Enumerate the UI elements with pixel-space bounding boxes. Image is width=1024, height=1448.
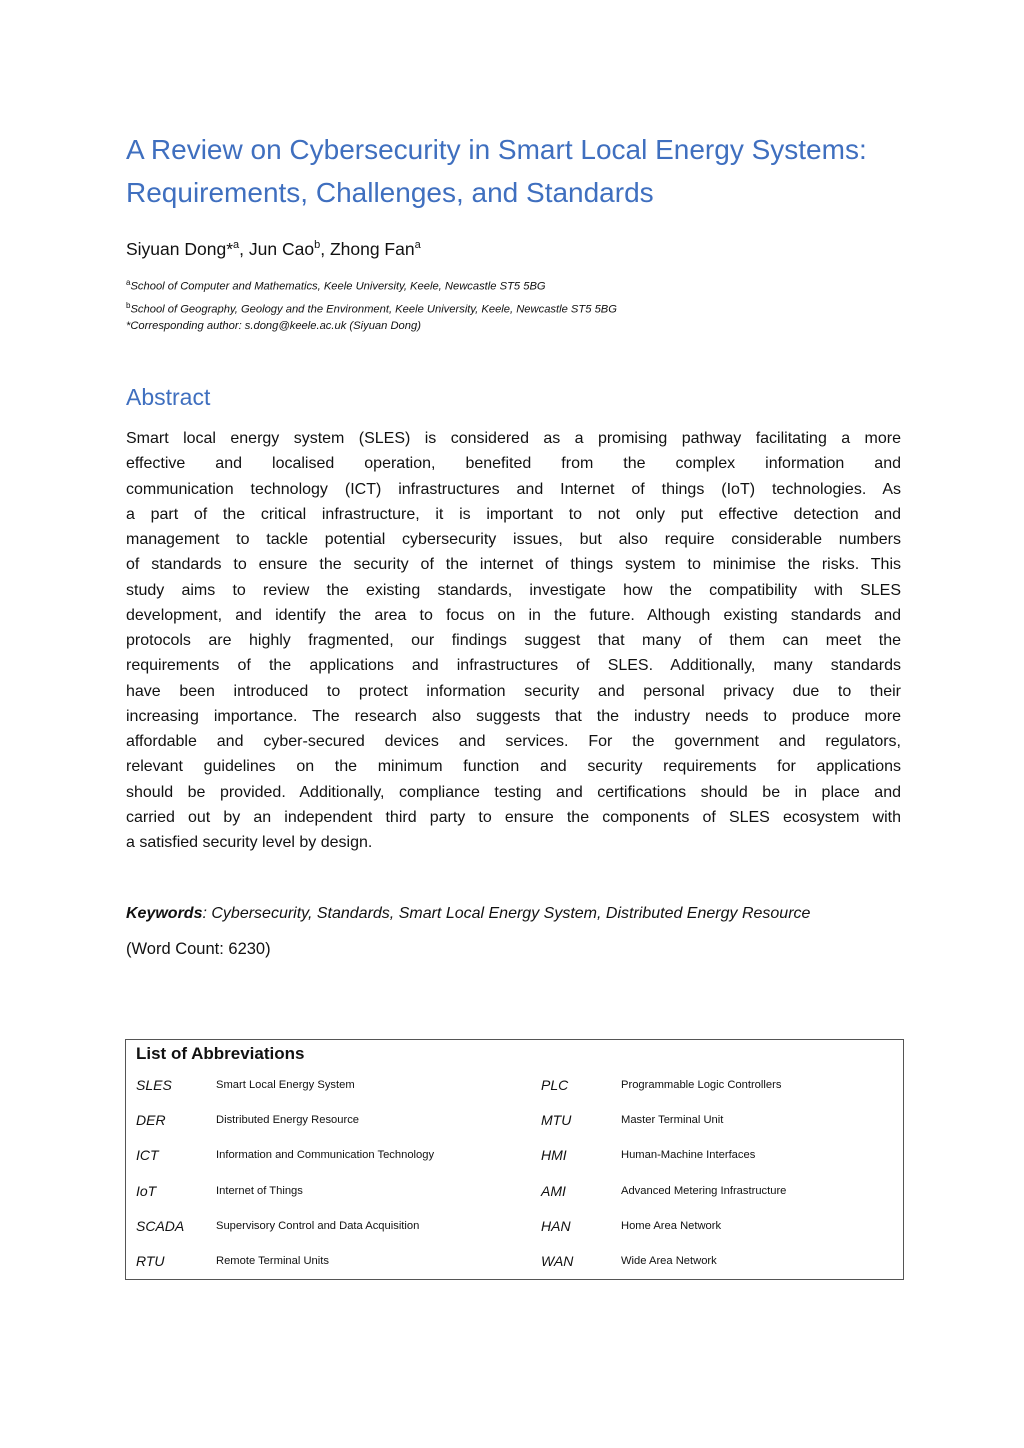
affiliation — [126, 301, 617, 316]
abbreviation-term: HAN — [541, 1217, 571, 1234]
abstract-line: a satisfied security level by design. — [126, 834, 373, 851]
abbreviation-term: SLES — [136, 1077, 172, 1093]
abbreviation-definition: Master Terminal Unit — [621, 1114, 724, 1127]
affiliation — [126, 278, 546, 293]
abstract-line: Smart local energy system (SLES) is considered as a promising pathway facilitating a more — [126, 430, 901, 447]
abstract-line: effective and localised operation, benefited from the complex information and — [126, 455, 901, 473]
abstract-line: management to tackle potential cybersecurity issues, but also require considerable numbers — [126, 531, 901, 548]
abstract-line: a part of the critical infrastructure, it is important to not only put effective detection and — [126, 505, 901, 523]
abbreviation-definition: Wide Area Network — [621, 1255, 717, 1267]
abbreviation-definition: Information and Communication Technology — [216, 1149, 435, 1162]
abbreviation-term: HMI — [541, 1147, 567, 1164]
abstract-line: relevant guidelines on the minimum function and security requirements for applications — [126, 758, 901, 776]
affiliation-text: School of Geography, Geology and the Environment, Keele University, Keele, Newcastle ST5 5BG — [130, 303, 617, 316]
abstract-line: requirements of the applications and infrastructures of SLES. Additionally, many standards — [126, 657, 901, 675]
abbreviation-definition: Smart Local Energy System — [216, 1079, 355, 1091]
abbreviation-definition: Programmable Logic Controllers — [621, 1079, 782, 1091]
affiliation-mark: b — [126, 301, 131, 310]
abstract-line: protocols are highly fragmented, our findings suggest that many of them can meet the — [126, 632, 901, 649]
word-count: (Word Count: 6230) — [126, 940, 271, 958]
abstract-body — [126, 426, 901, 855]
abbreviation-term: SCADA — [136, 1217, 185, 1234]
abstract-line: should be provided. Additionally, compliance testing and certifications should be in place and — [126, 783, 901, 801]
keywords-label: Keywords — [126, 905, 203, 922]
abbreviation-definition: Supervisory Control and Data Acquisition — [216, 1219, 420, 1232]
abbreviation-definition: Human-Machine Interfaces — [621, 1149, 756, 1162]
author-name: Siyuan Dong* — [126, 239, 234, 259]
abstract-line: carried out by an independent third party to ensure the components of SLES ecosystem with — [126, 808, 901, 826]
abstract-line: have been introduced to protect information security and personal privacy due to their — [126, 682, 901, 700]
paper-title — [126, 128, 926, 214]
abbreviation-term: DER — [136, 1112, 166, 1129]
author-affiliation-mark: a — [233, 239, 240, 252]
abstract-line: of standards to ensure the security of the internet of things system to minimise the risks. This — [126, 556, 901, 574]
keywords — [126, 905, 810, 923]
affiliation-mark: a — [126, 278, 131, 287]
abbreviation-term: RTU — [136, 1253, 165, 1269]
abbreviation-definition: Distributed Energy Resource — [216, 1114, 360, 1127]
abbreviation-term: ICT — [136, 1147, 159, 1164]
corresponding-author: *Corresponding author: s.dong@keele.ac.uk (Siyuan Dong) — [126, 320, 421, 332]
abstract-line: communication technology (ICT) infrastructures and Internet of things (IoT) technologies. As — [126, 480, 901, 498]
abstract-line: increasing importance. The research also suggests that the industry needs to produce more — [126, 707, 901, 725]
abbreviation-term: AMI — [541, 1182, 566, 1199]
author-list: Siyuan Dong*$^a$, Jun Cao$^b$, Zhong Fan$^a$ — [126, 239, 421, 259]
abbreviation-definition: Home Area Network — [621, 1219, 722, 1232]
abbreviations-heading: List of Abbreviations — [136, 1044, 305, 1063]
abbreviation-definition: Internet of Things — [216, 1184, 303, 1197]
affiliation-text: School of Computer and Mathematics, Keele University, Keele, Newcastle ST5 5BG — [130, 280, 546, 293]
author-name: Jun Cao — [248, 239, 315, 259]
keywords-text: : Cybersecurity, Standards, Smart Local Energy System, Distributed Energy Resource — [202, 905, 811, 922]
abbreviations-box — [125, 1039, 904, 1280]
abbreviation-term: IoT — [136, 1182, 157, 1199]
author-affiliation-mark: a — [414, 239, 421, 252]
abbreviation-definition: Remote Terminal Units — [216, 1255, 329, 1267]
abstract-line: study aims to review the existing standards, investigate how the compatibility with SLES — [126, 581, 901, 599]
author-name: Zhong Fan — [329, 239, 415, 259]
abbreviation-term: PLC — [541, 1077, 569, 1093]
abbreviation-term: WAN — [541, 1253, 574, 1269]
abstract-line: development, and identify the area to focus on in the future. Although existing standards and — [126, 606, 901, 624]
author-affiliation-mark: b — [314, 239, 321, 252]
abbreviation-definition: Advanced Metering Infrastructure — [621, 1184, 787, 1197]
abstract-heading: Abstract — [126, 384, 211, 410]
title-line: A Review on Cybersecurity in Smart Local Energy Systems: — [126, 134, 867, 165]
title-line: Requirements, Challenges, and Standards — [126, 177, 654, 208]
abbreviation-term: MTU — [541, 1112, 572, 1129]
abstract-line: affordable and cyber-secured devices and services. For the government and regulators, — [126, 733, 901, 750]
